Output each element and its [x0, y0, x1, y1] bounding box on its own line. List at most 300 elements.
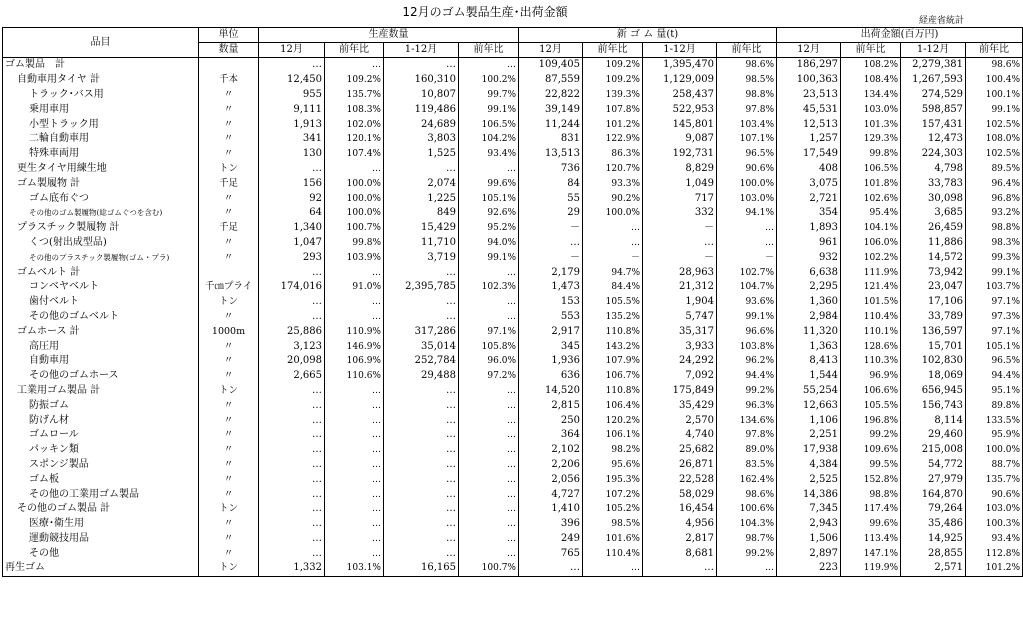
cell-yoy-ratio: 101.8%: [841, 176, 901, 191]
cell-yoy-ratio: 103.7%: [966, 280, 1023, 295]
cell-yoy-ratio: …: [325, 428, 384, 443]
cell-yoy-ratio: 98.5%: [717, 73, 777, 88]
cell-yoy-ratio: 96.5%: [966, 354, 1023, 369]
cell-yoy-ratio: …: [459, 428, 519, 443]
cell-yoy-ratio: 95.9%: [966, 428, 1023, 443]
cell-yoy-ratio: …: [459, 546, 519, 561]
cell-value: 79,264: [901, 502, 966, 517]
row-unit: 〃: [199, 117, 259, 132]
cell-yoy-ratio: 113.4%: [841, 532, 901, 547]
cell-yoy-ratio: 83.5%: [717, 458, 777, 473]
cell-value: 656,945: [901, 384, 966, 399]
cell-value: 1,904: [643, 295, 717, 310]
row-unit: [199, 265, 259, 280]
cell-value: 4,740: [643, 428, 717, 443]
cell-yoy-ratio: 90.6%: [717, 162, 777, 177]
cell-yoy-ratio: …: [325, 517, 384, 532]
cell-yoy-ratio: 100.4%: [966, 73, 1023, 88]
cell-value: …: [384, 398, 459, 413]
table-row: [3, 339, 1023, 354]
row-unit: 〃: [199, 236, 259, 251]
cell-value: 2,897: [777, 546, 841, 561]
cell-value: …: [259, 295, 325, 310]
cell-value: 3,803: [384, 132, 459, 147]
row-item-name: ゴム製履物 計: [3, 176, 199, 191]
cell-yoy-ratio: 100.0%: [966, 443, 1023, 458]
cell-value: 25,682: [643, 443, 717, 458]
cell-yoy-ratio: 90.2%: [583, 191, 643, 206]
cell-value: 119,486: [384, 102, 459, 117]
cell-value: 408: [777, 162, 841, 177]
row-unit: トン: [199, 295, 259, 310]
row-unit: 〃: [199, 443, 259, 458]
subheader-month: 12月: [519, 43, 583, 58]
cell-value: 54,772: [901, 458, 966, 473]
cell-yoy-ratio: 103.0%: [717, 191, 777, 206]
cell-value: 250: [519, 413, 583, 428]
cell-yoy-ratio: 105.1%: [459, 191, 519, 206]
table-row: [3, 236, 1023, 251]
row-item-name: 更生タイヤ用練生地: [3, 162, 199, 177]
table-row: [3, 280, 1023, 295]
cell-yoy-ratio: …: [459, 458, 519, 473]
row-item-name: 二輪自動車用: [3, 132, 199, 147]
table-row: [3, 58, 1023, 73]
cell-value: …: [384, 162, 459, 177]
cell-yoy-ratio: 100.6%: [717, 502, 777, 517]
cell-value: 6,638: [777, 265, 841, 280]
cell-yoy-ratio: 100.2%: [459, 73, 519, 88]
cell-yoy-ratio: 133.5%: [966, 413, 1023, 428]
cell-yoy-ratio: 108.2%: [841, 58, 901, 73]
cell-value: …: [519, 561, 583, 576]
cell-yoy-ratio: 98.8%: [841, 487, 901, 502]
cell-value: 1,893: [777, 221, 841, 236]
cell-yoy-ratio: 96.8%: [966, 191, 1023, 206]
cell-yoy-ratio: 100.7%: [325, 221, 384, 236]
cell-yoy-ratio: 109.2%: [325, 73, 384, 88]
cell-value: 23,047: [901, 280, 966, 295]
row-item-name: ゴム板: [3, 472, 199, 487]
cell-value: 249: [519, 532, 583, 547]
row-item-name: トラック･バス用: [3, 88, 199, 103]
cell-value: …: [384, 384, 459, 399]
cell-yoy-ratio: 105.1%: [966, 339, 1023, 354]
cell-value: 932: [777, 250, 841, 265]
cell-value: 21,312: [643, 280, 717, 295]
row-item-name: 小型トラック用: [3, 117, 199, 132]
cell-value: 100,363: [777, 73, 841, 88]
cell-value: 23,513: [777, 88, 841, 103]
cell-yoy-ratio: 98.5%: [583, 517, 643, 532]
row-item-name: ゴムベルト 計: [3, 265, 199, 280]
cell-yoy-ratio: …: [459, 443, 519, 458]
cell-value: …: [384, 532, 459, 547]
cell-yoy-ratio: …: [325, 265, 384, 280]
cell-yoy-ratio: 146.9%: [325, 339, 384, 354]
cell-yoy-ratio: 97.1%: [966, 295, 1023, 310]
cell-yoy-ratio: 100.0%: [325, 176, 384, 191]
row-item-name: 歯付ベルト: [3, 295, 199, 310]
cell-value: 153: [519, 295, 583, 310]
row-unit: 〃: [199, 206, 259, 221]
cell-yoy-ratio: 110.8%: [583, 324, 643, 339]
cell-yoy-ratio: 106.9%: [325, 354, 384, 369]
header-shipment-value: 出荷金額(百万円): [777, 28, 1023, 43]
subheader-ytd: 1-12月: [643, 43, 717, 58]
cell-yoy-ratio: 86.3%: [583, 147, 643, 162]
row-item-name: 再生ゴム: [3, 561, 199, 576]
cell-value: 1,363: [777, 339, 841, 354]
cell-yoy-ratio: 134.4%: [841, 88, 901, 103]
cell-value: 29,460: [901, 428, 966, 443]
cell-value: 2,179: [519, 265, 583, 280]
subheader-ytd: 1-12月: [901, 43, 966, 58]
cell-yoy-ratio: …: [325, 502, 384, 517]
table-row: [3, 102, 1023, 117]
cell-yoy-ratio: 111.9%: [841, 265, 901, 280]
cell-value: －: [519, 221, 583, 236]
cell-yoy-ratio: 99.6%: [459, 176, 519, 191]
row-unit: トン: [199, 162, 259, 177]
cell-value: …: [259, 502, 325, 517]
cell-value: …: [519, 236, 583, 251]
cell-value: 2,056: [519, 472, 583, 487]
cell-yoy-ratio: 88.7%: [966, 458, 1023, 473]
cell-value: 16,454: [643, 502, 717, 517]
cell-yoy-ratio: 97.1%: [966, 324, 1023, 339]
cell-value: 20,098: [259, 354, 325, 369]
cell-value: 4,956: [643, 517, 717, 532]
cell-yoy-ratio: 93.4%: [966, 532, 1023, 547]
cell-yoy-ratio: …: [583, 221, 643, 236]
cell-value: 156: [259, 176, 325, 191]
cell-value: 1,047: [259, 236, 325, 251]
cell-yoy-ratio: 105.8%: [459, 339, 519, 354]
cell-value: 1,225: [384, 191, 459, 206]
cell-value: 109,405: [519, 58, 583, 73]
cell-value: 1,106: [777, 413, 841, 428]
cell-value: 164,870: [901, 487, 966, 502]
cell-yoy-ratio: …: [325, 295, 384, 310]
cell-yoy-ratio: 102.7%: [717, 265, 777, 280]
cell-yoy-ratio: 109.2%: [583, 73, 643, 88]
cell-value: －: [519, 250, 583, 265]
cell-yoy-ratio: 108.3%: [325, 102, 384, 117]
row-item-name: パッキン類: [3, 443, 199, 458]
row-item-name: その他のゴムホース: [3, 369, 199, 384]
cell-value: 1,544: [777, 369, 841, 384]
cell-yoy-ratio: …: [325, 487, 384, 502]
cell-yoy-ratio: …: [325, 162, 384, 177]
subheader-yoy: 前年比: [966, 43, 1023, 58]
cell-value: 22,822: [519, 88, 583, 103]
table-row: [3, 117, 1023, 132]
subheader-yoy: 前年比: [841, 43, 901, 58]
cell-value: 598,857: [901, 102, 966, 117]
cell-yoy-ratio: …: [459, 413, 519, 428]
subheader-month: 12月: [777, 43, 841, 58]
table-row: [3, 458, 1023, 473]
row-item-name: プラスチック製履物 計: [3, 221, 199, 236]
cell-yoy-ratio: 107.1%: [717, 132, 777, 147]
cell-yoy-ratio: 96.9%: [841, 369, 901, 384]
cell-value: 2,571: [901, 561, 966, 576]
cell-value: 16,165: [384, 561, 459, 576]
cell-yoy-ratio: 90.6%: [966, 487, 1023, 502]
cell-yoy-ratio: 108.0%: [966, 132, 1023, 147]
table-row: [3, 502, 1023, 517]
cell-yoy-ratio: 99.6%: [841, 517, 901, 532]
cell-yoy-ratio: 101.5%: [841, 295, 901, 310]
cell-value: 223: [777, 561, 841, 576]
cell-value: 2,395,785: [384, 280, 459, 295]
cell-value: 354: [777, 206, 841, 221]
table-row: [3, 162, 1023, 177]
header-new-rubber: 新 ゴ ム 量(t): [519, 28, 777, 43]
row-unit: 1000m: [199, 324, 259, 339]
cell-yoy-ratio: …: [717, 221, 777, 236]
cell-value: 15,429: [384, 221, 459, 236]
row-item-name: 運動競技用品: [3, 532, 199, 547]
table-row: [3, 472, 1023, 487]
row-unit: 〃: [199, 413, 259, 428]
cell-yoy-ratio: 99.8%: [325, 236, 384, 251]
cell-value: 396: [519, 517, 583, 532]
cell-value: 45,531: [777, 102, 841, 117]
cell-value: 9,087: [643, 132, 717, 147]
cell-value: 364: [519, 428, 583, 443]
table-row: [3, 310, 1023, 325]
cell-yoy-ratio: 97.8%: [717, 428, 777, 443]
cell-value: 157,431: [901, 117, 966, 132]
cell-value: 293: [259, 250, 325, 265]
cell-yoy-ratio: 110.6%: [325, 369, 384, 384]
cell-value: 7,092: [643, 369, 717, 384]
row-unit: 千㎝プライ: [199, 280, 259, 295]
cell-value: 2,817: [643, 532, 717, 547]
cell-value: 8,681: [643, 546, 717, 561]
cell-value: …: [259, 428, 325, 443]
cell-yoy-ratio: 110.4%: [583, 546, 643, 561]
cell-value: 1,506: [777, 532, 841, 547]
cell-value: 11,320: [777, 324, 841, 339]
cell-value: …: [384, 472, 459, 487]
cell-value: …: [384, 413, 459, 428]
cell-yoy-ratio: 107.4%: [325, 147, 384, 162]
cell-value: 186,297: [777, 58, 841, 73]
cell-yoy-ratio: 100.0%: [325, 206, 384, 221]
cell-yoy-ratio: 98.6%: [717, 58, 777, 73]
cell-yoy-ratio: 109.2%: [583, 58, 643, 73]
row-item-name: その他のゴム製履物(総ゴムぐつを含む): [3, 206, 199, 221]
cell-yoy-ratio: …: [459, 265, 519, 280]
row-unit: 〃: [199, 398, 259, 413]
cell-value: 215,008: [901, 443, 966, 458]
cell-yoy-ratio: …: [325, 398, 384, 413]
cell-value: 1,257: [777, 132, 841, 147]
cell-yoy-ratio: 103.4%: [717, 117, 777, 132]
cell-yoy-ratio: 96.5%: [717, 147, 777, 162]
cell-yoy-ratio: 106.5%: [841, 162, 901, 177]
cell-value: 2,074: [384, 176, 459, 191]
cell-yoy-ratio: 139.3%: [583, 88, 643, 103]
cell-value: 39,149: [519, 102, 583, 117]
cell-yoy-ratio: 100.1%: [966, 88, 1023, 103]
cell-yoy-ratio: 121.4%: [841, 280, 901, 295]
cell-value: …: [259, 532, 325, 547]
cell-yoy-ratio: 195.3%: [583, 472, 643, 487]
cell-value: …: [384, 265, 459, 280]
table-row: [3, 369, 1023, 384]
subheader-month: 12月: [259, 43, 325, 58]
cell-value: 102,830: [901, 354, 966, 369]
cell-value: 961: [777, 236, 841, 251]
cell-yoy-ratio: 101.6%: [583, 532, 643, 547]
cell-value: 1,473: [519, 280, 583, 295]
cell-value: 11,710: [384, 236, 459, 251]
cell-value: 58,029: [643, 487, 717, 502]
cell-yoy-ratio: …: [583, 561, 643, 576]
cell-value: 553: [519, 310, 583, 325]
cell-yoy-ratio: 99.2%: [717, 384, 777, 399]
cell-value: 14,520: [519, 384, 583, 399]
cell-yoy-ratio: 97.8%: [717, 102, 777, 117]
cell-value: 26,459: [901, 221, 966, 236]
cell-yoy-ratio: 112.8%: [966, 546, 1023, 561]
table-row: [3, 517, 1023, 532]
cell-yoy-ratio: …: [583, 236, 643, 251]
table-row: [3, 176, 1023, 191]
cell-yoy-ratio: 102.6%: [841, 191, 901, 206]
cell-value: 30,098: [901, 191, 966, 206]
row-item-name: その他: [3, 546, 199, 561]
table-row: [3, 561, 1023, 576]
table-row: [3, 354, 1023, 369]
cell-value: …: [643, 236, 717, 251]
cell-value: 831: [519, 132, 583, 147]
cell-yoy-ratio: 106.1%: [583, 428, 643, 443]
row-item-name: その他のゴム製品 計: [3, 502, 199, 517]
cell-value: 24,292: [643, 354, 717, 369]
cell-yoy-ratio: 99.2%: [841, 428, 901, 443]
cell-value: 55: [519, 191, 583, 206]
cell-yoy-ratio: 91.0%: [325, 280, 384, 295]
cell-value: 13,513: [519, 147, 583, 162]
cell-value: 3,719: [384, 250, 459, 265]
cell-yoy-ratio: 98.2%: [583, 443, 643, 458]
cell-yoy-ratio: 99.8%: [841, 147, 901, 162]
cell-value: －: [643, 221, 717, 236]
cell-value: 2,917: [519, 324, 583, 339]
cell-value: 332: [643, 206, 717, 221]
row-unit: 千本: [199, 73, 259, 88]
cell-yoy-ratio: 106.4%: [583, 398, 643, 413]
cell-yoy-ratio: 147.1%: [841, 546, 901, 561]
cell-value: 2,943: [777, 517, 841, 532]
header-production-qty: 生産数量: [259, 28, 519, 43]
row-item-name: その他の工業用ゴム製品: [3, 487, 199, 502]
cell-yoy-ratio: 99.3%: [966, 250, 1023, 265]
cell-yoy-ratio: 105.5%: [583, 295, 643, 310]
row-item-name: 防振ゴム: [3, 398, 199, 413]
cell-yoy-ratio: 98.8%: [966, 221, 1023, 236]
row-unit: トン: [199, 502, 259, 517]
cell-value: 12,663: [777, 398, 841, 413]
cell-value: …: [384, 443, 459, 458]
cell-yoy-ratio: 93.6%: [717, 295, 777, 310]
cell-value: －: [643, 250, 717, 265]
cell-yoy-ratio: 106.5%: [459, 117, 519, 132]
row-unit: 〃: [199, 339, 259, 354]
cell-value: 2,665: [259, 369, 325, 384]
cell-yoy-ratio: 98.3%: [966, 236, 1023, 251]
cell-yoy-ratio: …: [325, 472, 384, 487]
table-row: [3, 250, 1023, 265]
cell-value: 17,938: [777, 443, 841, 458]
cell-value: 160,310: [384, 73, 459, 88]
table-row: [3, 265, 1023, 280]
cell-yoy-ratio: －: [583, 250, 643, 265]
cell-yoy-ratio: 101.2%: [583, 117, 643, 132]
cell-yoy-ratio: …: [325, 413, 384, 428]
subheader-ytd: 1-12月: [384, 43, 459, 58]
cell-value: 11,244: [519, 117, 583, 132]
cell-yoy-ratio: …: [459, 162, 519, 177]
cell-value: 736: [519, 162, 583, 177]
cell-value: 29,488: [384, 369, 459, 384]
cell-value: 17,549: [777, 147, 841, 162]
cell-value: …: [384, 487, 459, 502]
cell-value: 15,701: [901, 339, 966, 354]
row-item-name: 工業用ゴム製品 計: [3, 384, 199, 399]
rubber-products-table: [2, 27, 1023, 577]
cell-value: 35,317: [643, 324, 717, 339]
row-unit: 〃: [199, 250, 259, 265]
cell-value: …: [384, 546, 459, 561]
cell-value: 14,925: [901, 532, 966, 547]
cell-yoy-ratio: 98.8%: [717, 88, 777, 103]
cell-yoy-ratio: 100.0%: [325, 191, 384, 206]
cell-value: 9,111: [259, 102, 325, 117]
cell-value: 130: [259, 147, 325, 162]
cell-yoy-ratio: 94.4%: [966, 369, 1023, 384]
cell-yoy-ratio: 94.4%: [717, 369, 777, 384]
cell-yoy-ratio: 104.2%: [459, 132, 519, 147]
cell-yoy-ratio: 96.4%: [966, 176, 1023, 191]
cell-yoy-ratio: 162.4%: [717, 472, 777, 487]
row-unit: 〃: [199, 191, 259, 206]
cell-yoy-ratio: 104.1%: [841, 221, 901, 236]
cell-yoy-ratio: 110.8%: [583, 384, 643, 399]
cell-yoy-ratio: 84.4%: [583, 280, 643, 295]
cell-value: 18,069: [901, 369, 966, 384]
cell-yoy-ratio: 135.7%: [966, 472, 1023, 487]
cell-yoy-ratio: 120.7%: [583, 162, 643, 177]
cell-value: 22,528: [643, 472, 717, 487]
row-item-name: 高圧用: [3, 339, 199, 354]
cell-yoy-ratio: 96.2%: [717, 354, 777, 369]
cell-yoy-ratio: 119.9%: [841, 561, 901, 576]
cell-value: 35,486: [901, 517, 966, 532]
cell-value: …: [259, 162, 325, 177]
cell-value: 2,295: [777, 280, 841, 295]
cell-value: 849: [384, 206, 459, 221]
cell-yoy-ratio: 95.6%: [583, 458, 643, 473]
cell-yoy-ratio: 92.6%: [459, 206, 519, 221]
cell-yoy-ratio: 96.6%: [717, 324, 777, 339]
cell-value: …: [259, 487, 325, 502]
